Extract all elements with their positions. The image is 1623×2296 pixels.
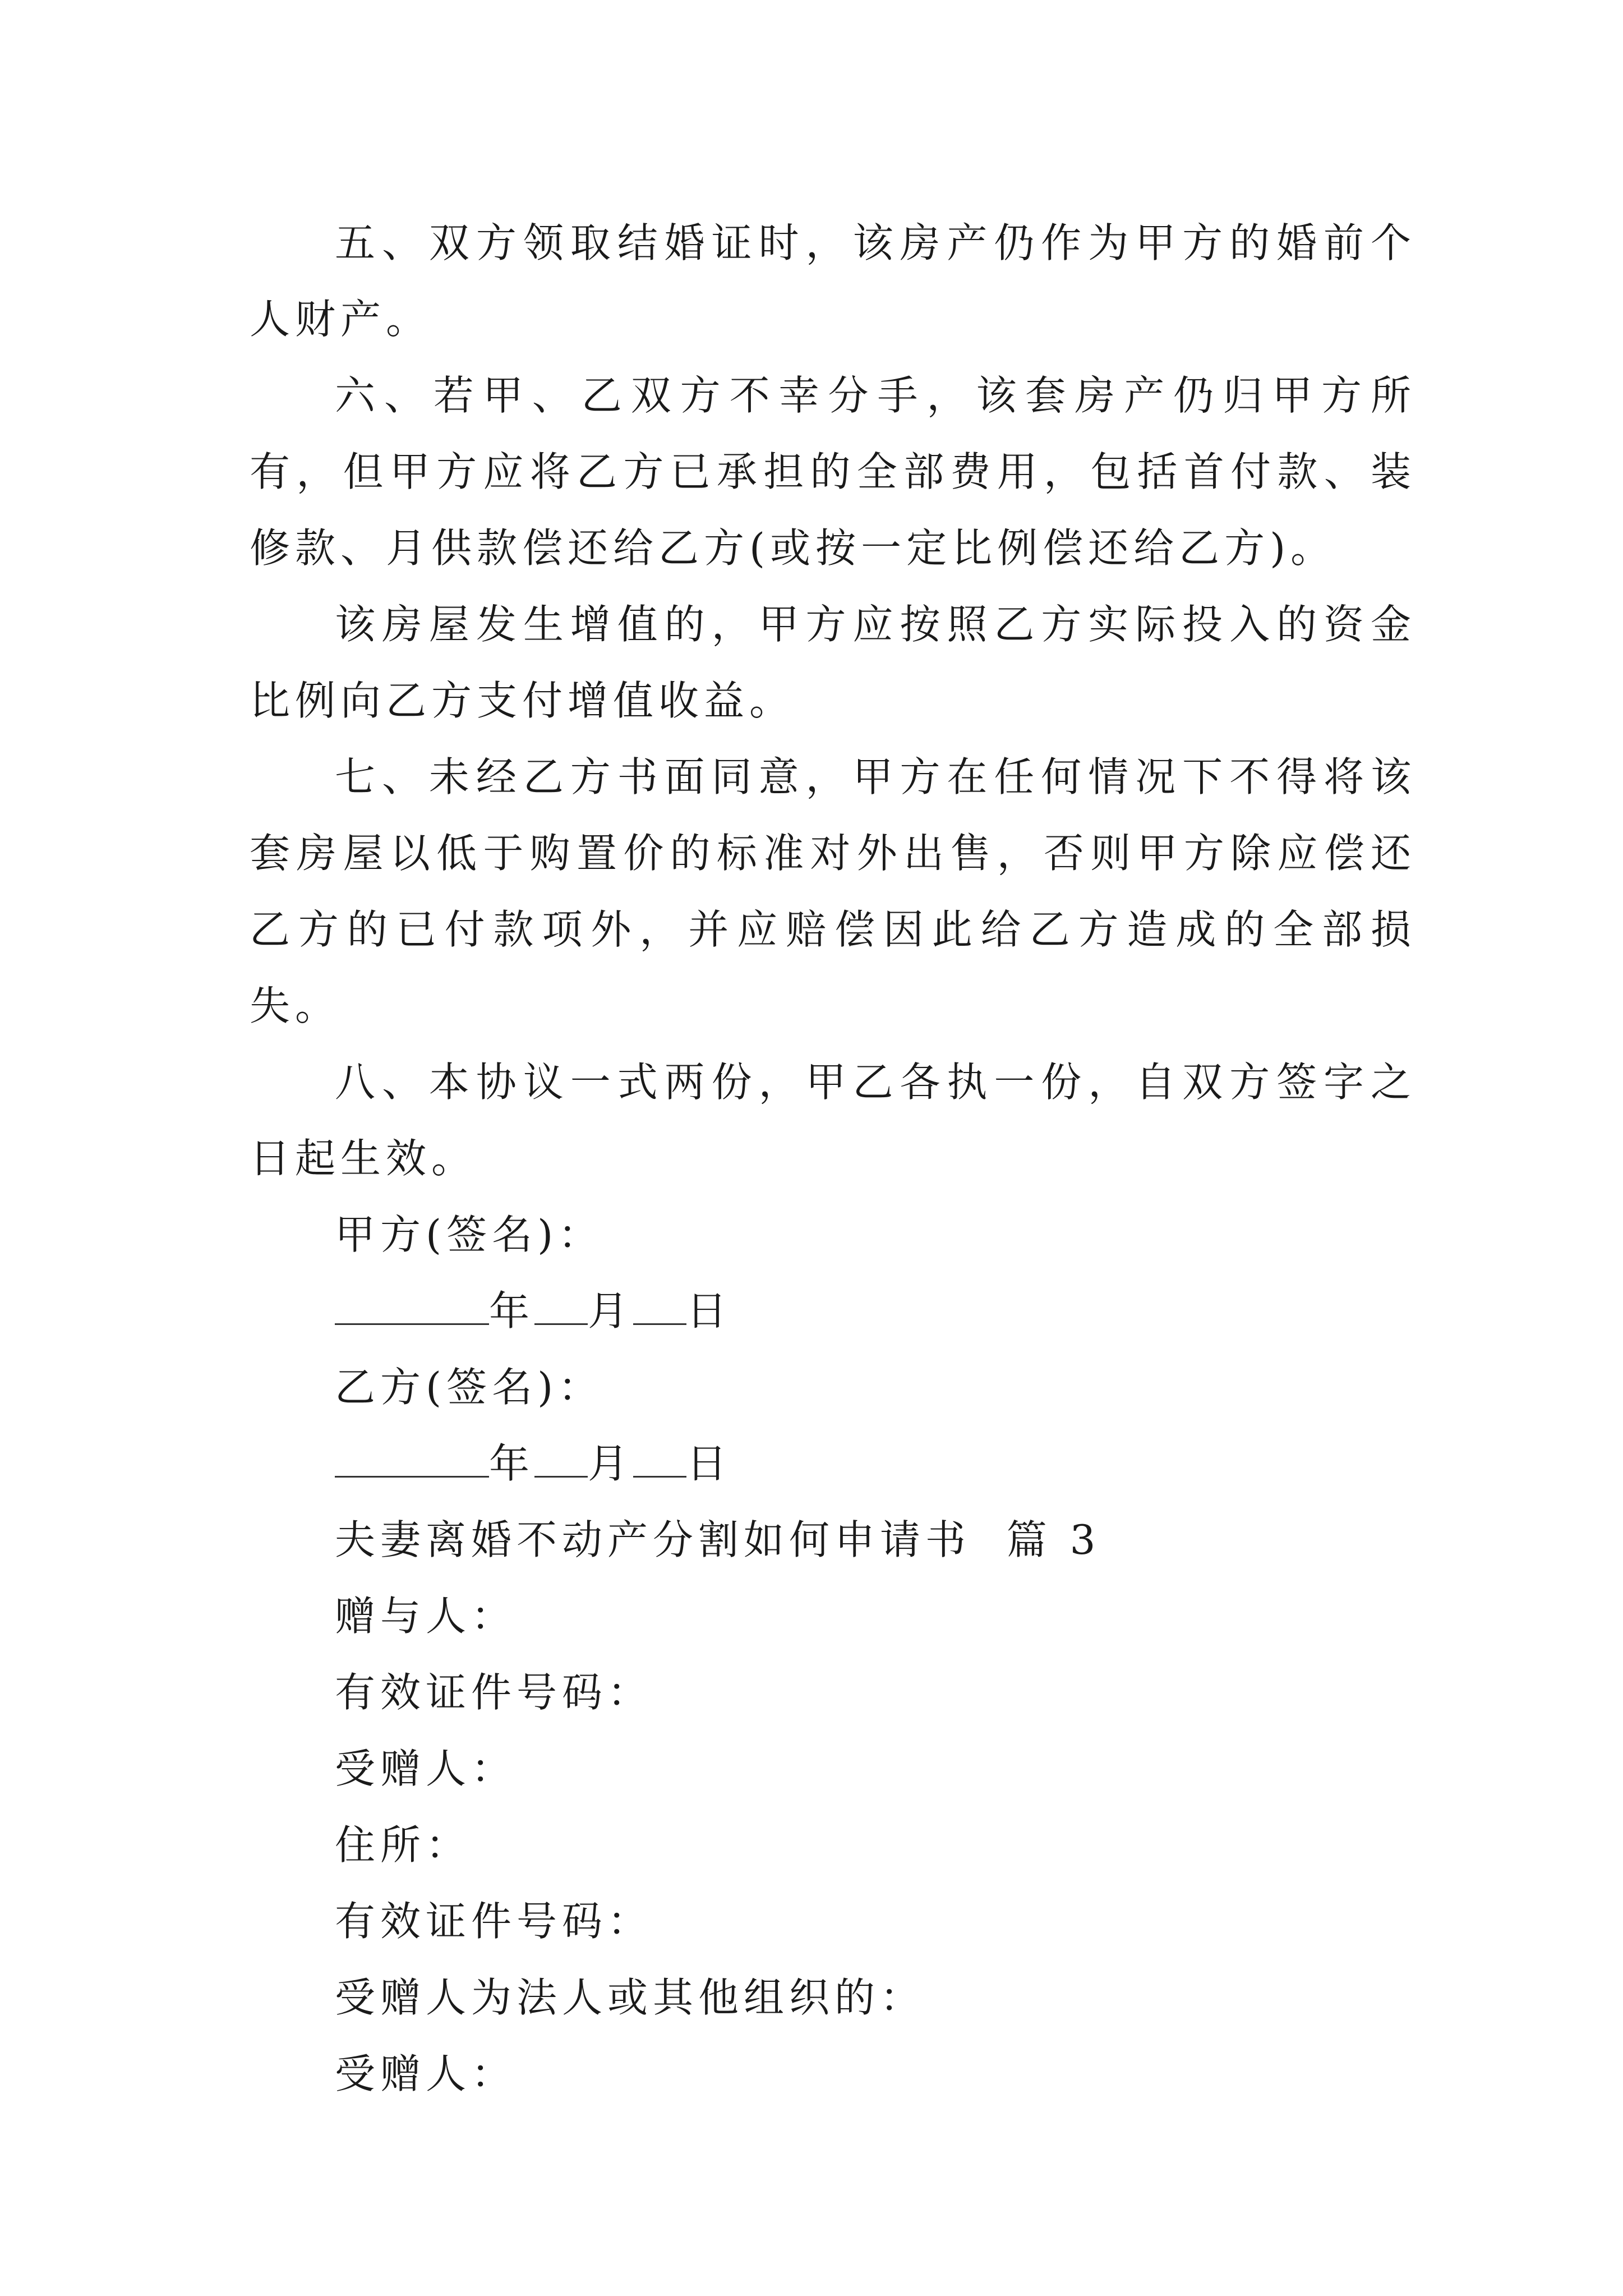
day-label: 日 [686, 1287, 732, 1335]
field-donee-organization: 受赠人为法人或其他组织的： [335, 1974, 926, 2021]
party-b-date-line [250, 1425, 1416, 1502]
party-a-date-line [250, 1273, 1416, 1349]
field-donor-id-number: 有效证件号码： [335, 1669, 653, 1716]
field-donor: 赠与人： [335, 1593, 517, 1640]
clause-eight: 八、本协议一式两份，甲乙各执一份，自双方签字之日起生效。 [250, 1059, 1416, 1182]
clause-six: 六、若甲、乙双方不幸分手，该套房产仍归甲方所有，但甲方应将乙方已承担的全部费用，包括首付款、装修款、月供款偿还给乙方(或按一定比例偿还给乙方)。 [250, 372, 1416, 572]
party-b-signature-label: 乙方(签名)： [335, 1364, 604, 1411]
month-blank [534, 1441, 588, 1478]
document-body [250, 205, 1416, 2112]
clause-seven: 七、未经乙方书面同意，甲方在任何情况下不得将该套房屋以低于购置价的标准对外出售，否则甲方除应偿还乙方的已付款项外，并应赔偿因此给乙方造成的全部损失。 [250, 753, 1416, 1029]
party-a-signature-label: 甲方(签名)： [335, 1211, 604, 1258]
month-blank [534, 1289, 588, 1325]
month-label: 月 [588, 1287, 634, 1335]
clause-five: 五、双方领取结婚证时，该房产仍作为甲方的婚前个人财产。 [250, 219, 1416, 343]
year-label: 年 [489, 1287, 535, 1335]
field-donee-org-name: 受赠人： [335, 2050, 517, 2097]
field-donee-id-number: 有效证件号码： [335, 1898, 653, 1945]
clause-six-appreciation: 该房屋发生增值的，甲方应按照乙方实际投入的资金比例向乙方支付增值收益。 [250, 601, 1416, 724]
field-residence: 住所： [335, 1821, 472, 1869]
day-blank [633, 1441, 686, 1478]
year-label: 年 [489, 1440, 535, 1487]
year-blank [335, 1441, 489, 1478]
month-label: 月 [588, 1440, 634, 1487]
field-donee: 受赠人： [335, 1745, 517, 1792]
day-blank [633, 1289, 686, 1325]
day-label: 日 [686, 1440, 732, 1487]
section-title: 夫妻离婚不动产分割如何申请书 篇 3 [335, 1516, 1101, 1563]
year-blank [335, 1289, 489, 1325]
